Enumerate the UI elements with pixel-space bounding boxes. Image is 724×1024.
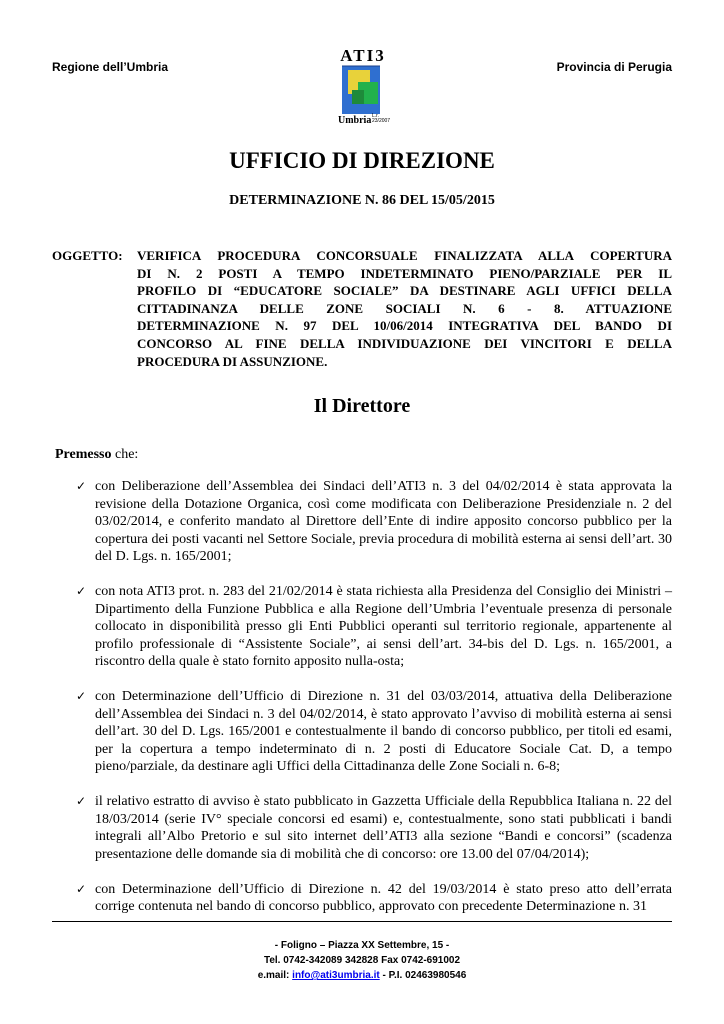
header-region: Regione dell’Umbria: [52, 60, 169, 74]
premesso-intro: [55, 447, 138, 463]
logo-title: ATI3: [340, 46, 386, 65]
footer: [0, 938, 724, 983]
footer-divider: [52, 921, 672, 922]
oggetto-line: VERIFICA PROCEDURA CONCORSUALE FINALIZZATA ALLA COPERTURA: [137, 248, 672, 263]
premesso-list: [68, 478, 672, 933]
premesso-rest: che:: [111, 447, 139, 462]
list-item: ✓ il relativo estratto di avviso è stato pubblicato in Gazzetta Ufficiale della Repubblica Italiana n. 22 del 18/03/2014 (serie IV° speciale concorsi ed esami) e, contestualmente, sono stati pubblicati i bandi integrali all’Albo Pretorio e sul sito internet dell’ATI3 alla sezione “Bandi e concorsi” (scadenza presentazione delle domande sia di mobilità che di concorso: ore 13.00 del 07/04/2014);: [76, 794, 672, 862]
oggetto-line: DETERMINAZIONE N. 97 DEL 10/06/2014 INTEGRATIVA DEL BANDO DI: [137, 318, 672, 334]
premesso-bold: Premesso: [55, 447, 112, 462]
checkmark-icon: ✓: [76, 794, 87, 808]
determinazione-number: DETERMINAZIONE N. 86 DEL 15/05/2015: [229, 193, 495, 208]
list-item: ✓ con nota ATI3 prot. n. 283 del 21/02/2014 è stata richiesta alla Presidenza del Consiglio dei Ministri – Dipartimento della Funzione Pubblica e alla Regione dell’Umbria l’eventuale presenza di personale collocato in disponibilità presso gli Enti Pubblici operanti sul territorio regionale, appartenente al profilo professionale di “Assistente Sociale”, ai sensi dell’art. 34-bis del D. Lgs. n. 165/2001, a riscontro della quale è stato fornito apposito nulla-osta;: [76, 584, 672, 669]
footer-address: - Foligno – Piazza XX Settembre, 15 -: [274, 940, 450, 951]
list-item: ✓ con Determinazione dell’Ufficio di Direzione n. 31 del 03/03/2014, attuativa della Deliberazione dell’Assemblea dei Sindaci n. 3 del 04/02/2014, è stato approvato l’avviso di mobilità esterna ai sensi dell’art. 30 del D. Lgs. 165/2001 e contestualmente il bando di concorso pubblico, per titoli ed esami, per la copertura a tempo indeterminato di n. 2 posti di Educatore Sociale Cat. D, a tempo pieno/parziale, da destinare agli Uffici della Cittadinanza delle Zone Sociali n. 6-8;: [76, 689, 672, 774]
page-title: UFFICIO DI DIREZIONE: [229, 148, 495, 173]
header-province: Provincia di Perugia: [556, 60, 672, 74]
email-link[interactable]: info@ati3umbria.it: [292, 970, 380, 981]
oggetto-line: CONCORSO AL FINE DELLA INDIVIDUAZIONE DEI VINCITORI E DELLA: [137, 335, 672, 351]
oggetto-label: OGGETTO:: [52, 248, 123, 263]
section-heading-direttore: Il Direttore: [313, 395, 411, 417]
logo-subtitle: Umbria: [338, 115, 372, 126]
list-item: ✓ con Determinazione dell’Ufficio di Direzione n. 42 del 19/03/2014 è stato preso atto dell’errata corrige contenuta nel bando di concorso pubblico, approvato con precedente Determinazione n. 31: [76, 881, 672, 914]
logo-law-ref: L.r. 23/2007: [372, 113, 391, 124]
checkmark-icon: ✓: [76, 881, 87, 896]
oggetto-line: CITTADINANZA DELLE ZONE SOCIALI N. 6 - 8. ATTUAZIONE: [137, 300, 672, 316]
checkmark-icon: ✓: [76, 584, 87, 598]
footer-phone: Tel. 0742-342089 342828 Fax 0742-691002: [263, 955, 461, 966]
oggetto-text: [137, 247, 672, 370]
checkmark-icon: ✓: [76, 689, 87, 703]
oggetto-section: [52, 247, 672, 370]
oggetto-line: PROCEDURA DI ASSUNZIONE.: [137, 353, 328, 369]
oggetto-line: DI N. 2 POSTI A TEMPO INDETERMINATO PIENO/PARZIALE PER IL: [137, 265, 672, 281]
footer-contact: e.mail: info@ati3umbria.it - P.I. 02463980546: [257, 970, 467, 981]
checkmark-icon: ✓: [76, 479, 87, 493]
ati3-logo: [334, 46, 392, 130]
oggetto-line: PROFILO DI “EDUCATORE SOCIALE” DA DESTINARE AGLI UFFICI DELLA: [137, 283, 672, 299]
list-item: ✓ con Deliberazione dell’Assemblea dei Sindaci dell’ATI3 n. 3 del 04/02/2014 è stata approvata la revisione della Dotazione Organica, così come modificata con Deliberazione Presidenziale n. 2 del 03/02/2014, e conferito mandato al Direttore dell’Ente di indire apposito concorso pubblico per la copertura dei posti vacanti nel Settore Sociale, previa procedura di mobilità esterna ai sensi dell’art. 30 del D. Lgs. n. 165/2001;: [76, 479, 672, 564]
